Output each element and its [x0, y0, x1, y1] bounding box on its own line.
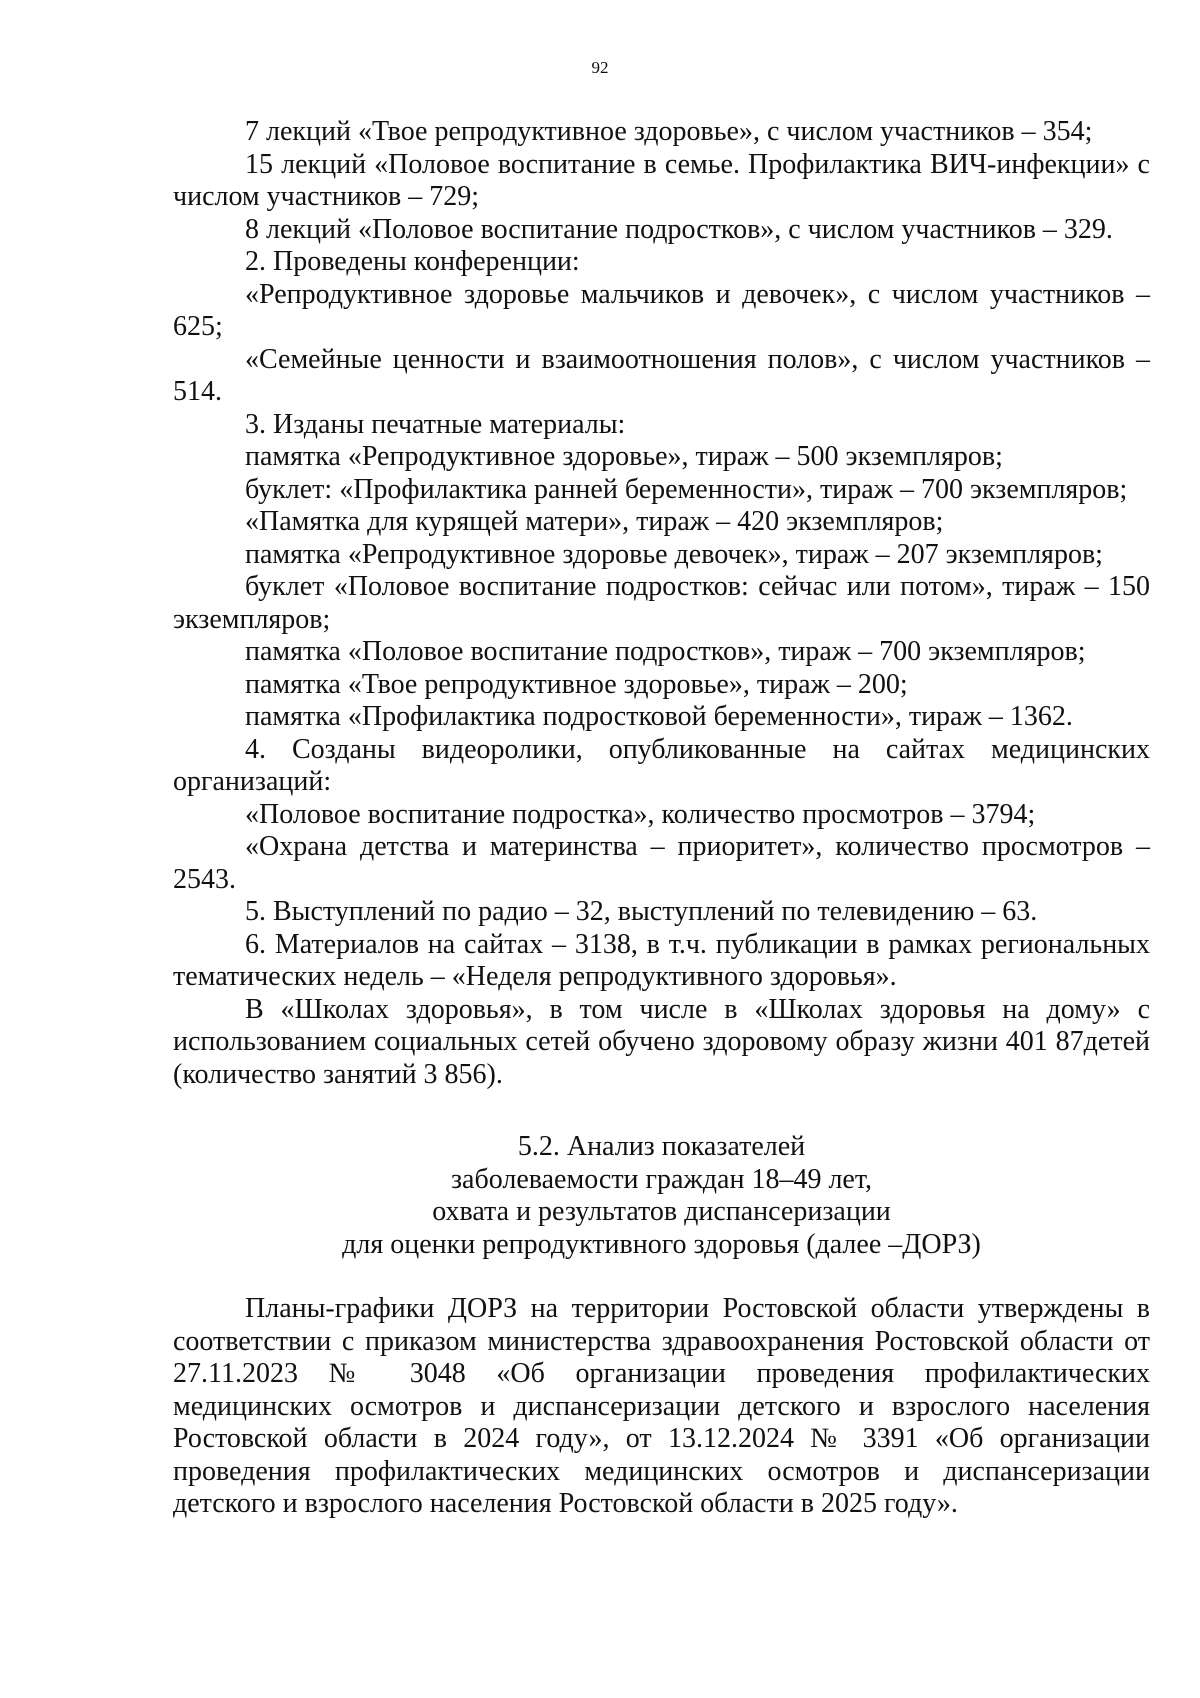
paragraph: памятка «Половое воспитание подростков», тираж – 700 экземпляров; — [245, 636, 1086, 667]
paragraph: 7 лекций «Твое репродуктивное здоровье», с числом участников – 354; — [245, 116, 1093, 147]
paragraph: памятка «Репродуктивное здоровье», тираж – 500 экземпляров; — [245, 441, 1003, 472]
paragraph: «Памятка для курящей матери», тираж – 420 экземпляров; — [245, 506, 944, 537]
paragraph: буклет «Половое воспитание подростков: сейчас или потом», тираж – 150 экземпляров; — [173, 571, 1150, 635]
page-number: 92 — [591, 58, 609, 77]
paragraph: «Половое воспитание подростка», количество просмотров – 3794; — [245, 798, 1036, 830]
paragraph: памятка «Твое репродуктивное здоровье», тираж – 200; — [245, 668, 908, 700]
paragraph: «Семейные ценности и взаимоотношения полов», с числом участников – 514. — [173, 343, 1150, 407]
section-heading-line: для оценки репродуктивного здоровья (далее –ДОРЗ) — [342, 1228, 981, 1260]
document-body — [173, 116, 1150, 1521]
section-heading — [173, 1131, 1150, 1261]
paragraph: 6. Материалов на сайтах – 3138, в т.ч. публикации в рамках региональных тематических недель – «Неделя репродуктивного здоровья». — [173, 928, 1150, 992]
paragraph: 3. Изданы печатные материалы: — [245, 408, 626, 440]
paragraph: буклет: «Профилактика ранней беременности», тираж – 700 экземпляров; — [245, 473, 1128, 505]
paragraph: 2. Проведены конференции: — [245, 246, 580, 277]
paragraph: В «Школах здоровья», в том числе в «Школах здоровья на дому» с использованием социальных сетей обучено здоровому образу жизни 401 87детей (количество занятий 3 856). — [173, 993, 1150, 1090]
section-heading-line: 5.2. Анализ показателей — [517, 1131, 806, 1162]
paragraph: 5. Выступлений по радио – 32, выступлений по телевидению – 63. — [245, 896, 1038, 927]
paragraph: памятка «Репродуктивное здоровье девочек», тираж – 207 экземпляров; — [245, 538, 1103, 570]
paragraph: 8 лекций «Половое воспитание подростков», с числом участников – 329. — [245, 213, 1113, 245]
section-heading-line: заболеваемости граждан 18–49 лет, — [451, 1163, 872, 1195]
paragraph: 15 лекций «Половое воспитание в семье. Профилактика ВИЧ-инфекции» с числом участников – 729; — [173, 148, 1150, 212]
paragraph: 4. Созданы видеоролики, опубликованные на сайтах медицинских организаций: — [173, 733, 1150, 797]
paragraph: «Репродуктивное здоровье мальчиков и девочек», с числом участников – 625; — [173, 278, 1150, 342]
paragraph: Планы-графики ДОРЗ на территории Ростовской области утверждены в соответствии с приказом министерства здравоохранения Ростовской области от 27.11.2023 № 3048 «Об организации проведения профилактических медицинских осмотров и диспансеризации детского и взрослого населения Ростовской области в 2024 году», от 13.12.2024 № 3391 «Об организации проведения профилактических медицинских осмотров и диспансеризации детского и взрослого населения Ростовской области в 2025 году». — [173, 1293, 1150, 1519]
paragraph: памятка «Профилактика подростковой беременности», тираж – 1362. — [245, 701, 1073, 732]
paragraph: «Охрана детства и материнства – приоритет», количество просмотров – 2543. — [173, 831, 1150, 895]
section-heading-line: охвата и результатов диспансеризации — [432, 1196, 891, 1227]
